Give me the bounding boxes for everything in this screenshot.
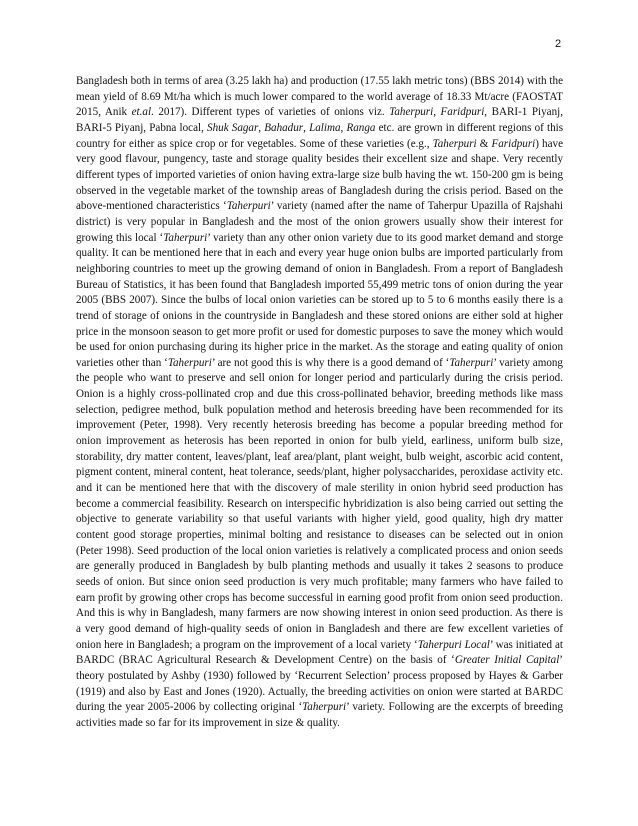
text-run: etc. are grown in different regions of this country for either as spice crop or for vegetables. Some of these varieties (e.g., [76,121,564,150]
text-run: ) have very good flavour, pungency, taste and storage quality besides their excellent size and shape. Very recently different types of imported varieties of onion having extra-large size bulb having the wt. 150-200 gm is being observed in the vegetable market of the township areas of Bangladesh during the crisis period. Based on the above-mentioned characteristics ‘ [76,137,563,213]
text-run: ’ are not good this is why there is a good demand of ‘ [211,356,450,369]
text-run: , [433,106,441,119]
italic-run: Faridpuri [491,137,536,150]
italic-run: Taherpuri [432,137,477,150]
page-number: 2 [555,38,562,50]
text-run: , [258,121,265,134]
italic-run: Taherpuri [449,356,494,369]
text-run: , [340,121,347,134]
italic-run: Taherpuri Local [417,638,490,651]
text-run: & [476,137,492,150]
text-run: ’ variety (named after the name of Taherpur Upazilla of Rajshahi district) is very popular in Bangladesh and the most of the onion growers usually show their interest for growing this local ‘ [76,200,563,244]
text-run: , BARI-1 Piyanj, BARI-5 Piyanj, Pabna local, [76,106,564,134]
text-run: ’ variety. Following are the excerpts of breeding activities made so far for its improvement in size & quality. [76,701,563,729]
text-run: , [303,121,310,134]
italic-run: Lalima [309,121,341,134]
text-run: ’ variety among the people who want to preserve and sell onion for longer period and particularly during the crisis period. Onion is a highly cross-pollinated crop and due this cross-pollinated behavior, breeding methods like mass selection, pedigree method, bulk population method and heterosis breeding have been recommended for its improvement (Peter, 1998). Very recently heterosis breeding has become a popular breeding method for onion improvement as heterosis has been reported in onion for bulb yield, earliness, uniform bulb size, storability, dry matter content, leaves/plant, leaf area/plant, plant weight, bulb weight, ascorbic acid content, pigment content, mineral content, heat tolerance, seeds/plant, higher polysaccharides, peroxidase activity etc. and it can be mentioned here that with the discovery of male sterility in onion hybrid seed production has become a commercial feasibility. Research on interspecific hybridization is also being carried out setting the objective to generate variability so that useful variants with higher yield, good quality, high dry matter content good storage properties, minimal bolting and resistance to diseases can be selected out in onion (Peter 1998). Seed production of the local onion varieties is relatively a complicated process and onion seeds are generally produced in Bangladesh by bulb planting methods and usually it takes 2 seasons to produce seeds of onion. But since onion seed production is very much profitable; many farmers who have failed to earn profit by growing other crops has become successful in earning good profit from onion seed production. And this is why in Bangladesh, many farmers are now showing interest in onion seed production. As there is a very good demand of high-quality seeds of onion in Bangladesh and there are few excellent varieties of onion here in Bangladesh; a program on the improvement of a local variety ‘ [76,356,563,651]
text-run: Bangladesh both in terms of area (3.25 lakh ha) and production (17.55 lakh metric tons) (BBS 2014) with the mean yield of 8.69 Mt/ha which is much lower compared to the world average of 18.33 Mt/acre (FAOSTAT 2015, Anik [76,75,563,119]
italic-run: Taherpuri [226,200,271,213]
italic-run: Taherpuri [389,106,434,119]
italic-run: Taherpuri [302,701,347,714]
italic-run: Faridpuri [440,106,485,119]
text-run: ’ theory postulated by Ashby (1930) followed by ‘Recurrent Selection’ process proposed by Hayes & Garber (1919) and also by East and Jones (1920). Actually, the breeding activities on onion were started at BARDC during the year 2005-2006 by collecting original ‘ [76,654,563,714]
italic-run: Greater Initial Capital [454,654,560,667]
italic-run: Ranga [346,121,376,134]
italic-run: Bahadur [264,121,304,134]
italic-run: Shuk Sagar [207,121,259,134]
italic-run: Taherpuri [167,356,212,369]
italic-run: Taherpuri [163,231,208,244]
body-paragraph [76,74,563,732]
text-run: . 2017). Different types of varieties of onions viz. [151,106,390,119]
text-run: ’ variety than any other onion variety due to its good market demand and storge quality. It can be mentioned here that in each and every year huge onion bulbs are imported particularly from neighboring countries to meet up the growing demand of onion in Bangladesh. From a report of Bangladesh Bureau of Statistics, it has been found that Bangladesh imported 55,499 metric tons of onion during the year 2005 (BBS 2007). Since the bulbs of local onion varieties can be stored up to 5 to 6 months easily there is a trend of storage of onions in the countryside in Bangladesh and these stored onions are either sold at higher price in the monsoon season to get more profit or used for domestic purposes to save the money which would be used for onion purchasing during its higher price in the market. As the storage and eating quality of onion varieties other than ‘ [76,231,563,369]
text-run: ’ was initiated at BARDC (BRAC Agricultural Research & Development Centre) on the basis of ‘ [76,638,563,667]
italic-run: et.al [131,106,152,119]
